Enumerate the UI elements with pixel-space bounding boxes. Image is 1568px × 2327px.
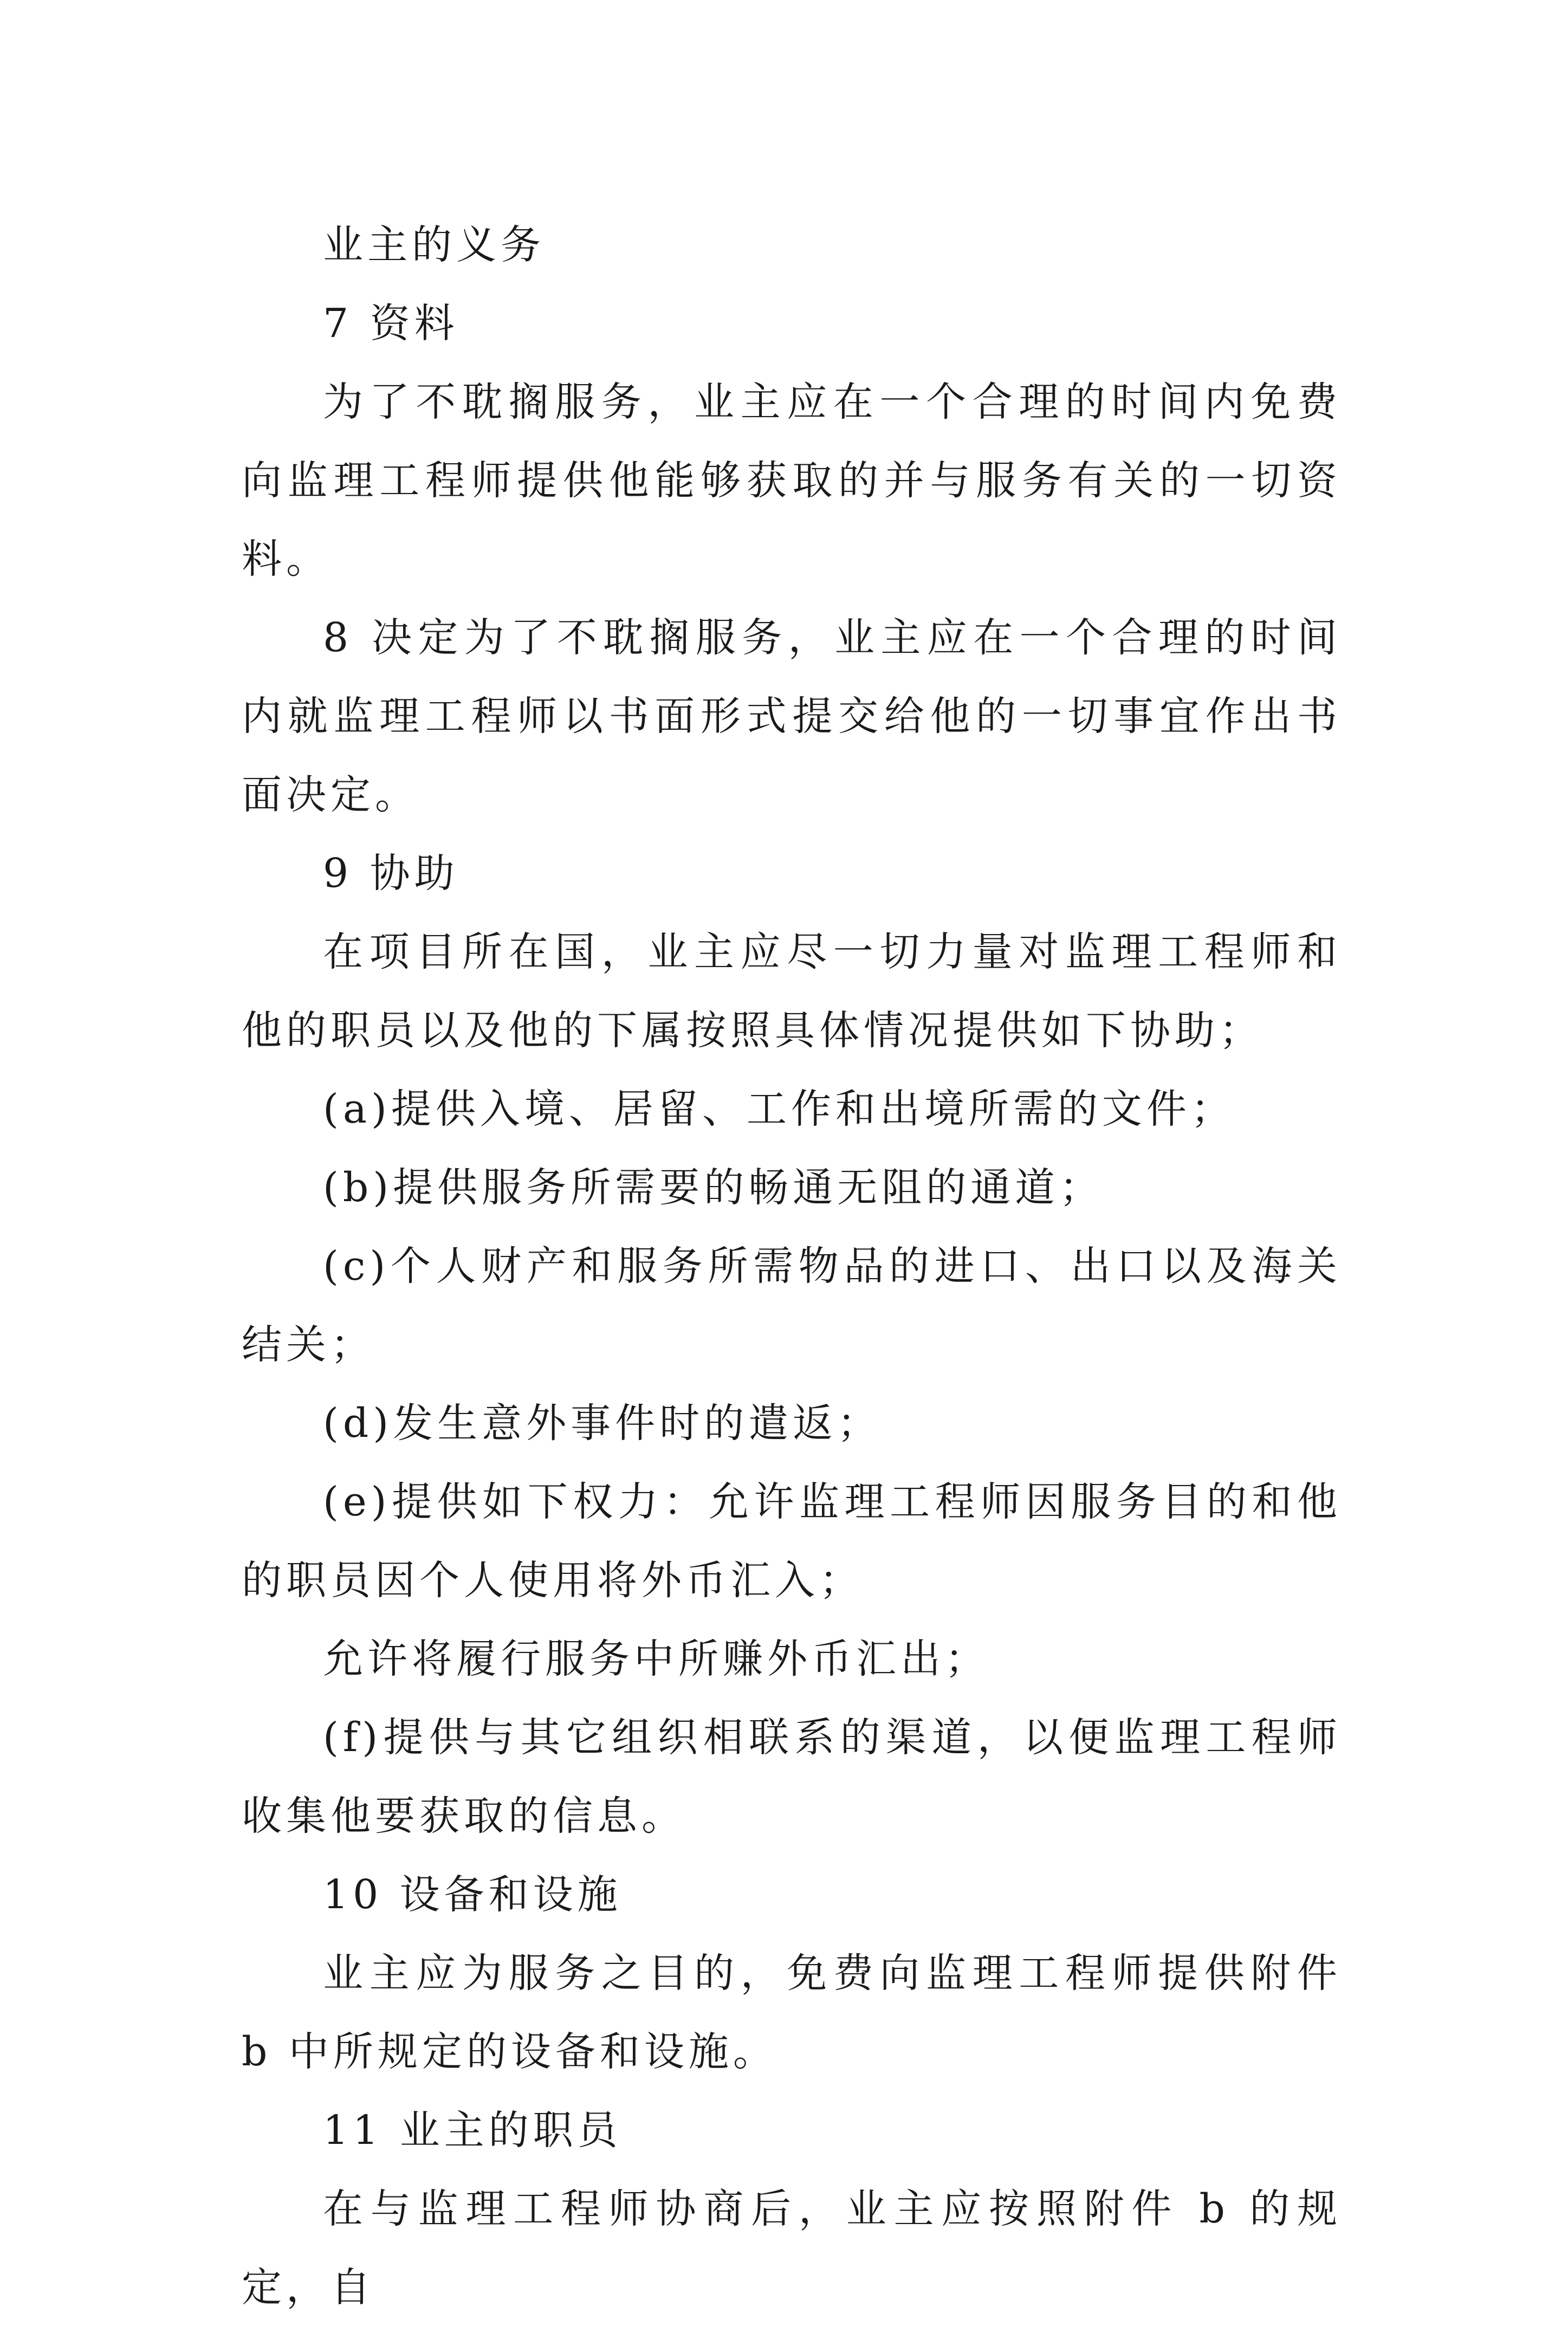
paragraph: 8 决定为了不耽搁服务，业主应在一个合理的时间内就监理工程师以书面形式提交给他的一切事宜作出书面决定。 (242, 614, 1342, 818)
list-item: (d)发生意外事件时的遣返； (323, 1400, 882, 1447)
list-item: (c)个人财产和服务所需物品的进口、出口以及海关结关； (242, 1243, 1342, 1368)
clause-heading: 11 业主的职员 (323, 2107, 622, 2154)
paragraph: 在与监理工程师协商后，业主应按照附件 b 的规定，自 (242, 2186, 1342, 2311)
list-item: (a)提供入境、居留、工作和出境所需的文件； (323, 1086, 1235, 1132)
paragraph: 业主应为服务之目的，免费向监理工程师提供附件 b 中所规定的设备和设施。 (242, 1950, 1342, 2075)
paragraph: 在项目所在国，业主应尽一切力量对监理工程师和他的职员以及他的下属按照具体情况提供如下协助； (242, 929, 1342, 1054)
list-item: (b)提供服务所需要的畅通无阻的通道； (323, 1164, 1104, 1211)
clause-heading: 7 资料 (323, 300, 459, 347)
clause-heading: 10 设备和设施 (323, 1871, 622, 1918)
list-item: (f)提供与其它组织相联系的渠道，以便监理工程师收集他要获取的信息。 (242, 1714, 1342, 1839)
document-body (242, 206, 1342, 2327)
list-item: (e)提供如下权力：允许监理工程师因服务目的和他的职员因个人使用将外币汇入； (242, 1479, 1342, 1604)
paragraph: 为了不耽搁服务，业主应在一个合理的时间内免费向监理工程师提供他能够获取的并与服务有关的一切资料。 (242, 379, 1342, 582)
section-heading: 业主的义务 (323, 222, 545, 268)
paragraph: 允许将履行服务中所赚外币汇出； (323, 1636, 989, 1682)
clause-heading: 9 协助 (323, 850, 459, 897)
